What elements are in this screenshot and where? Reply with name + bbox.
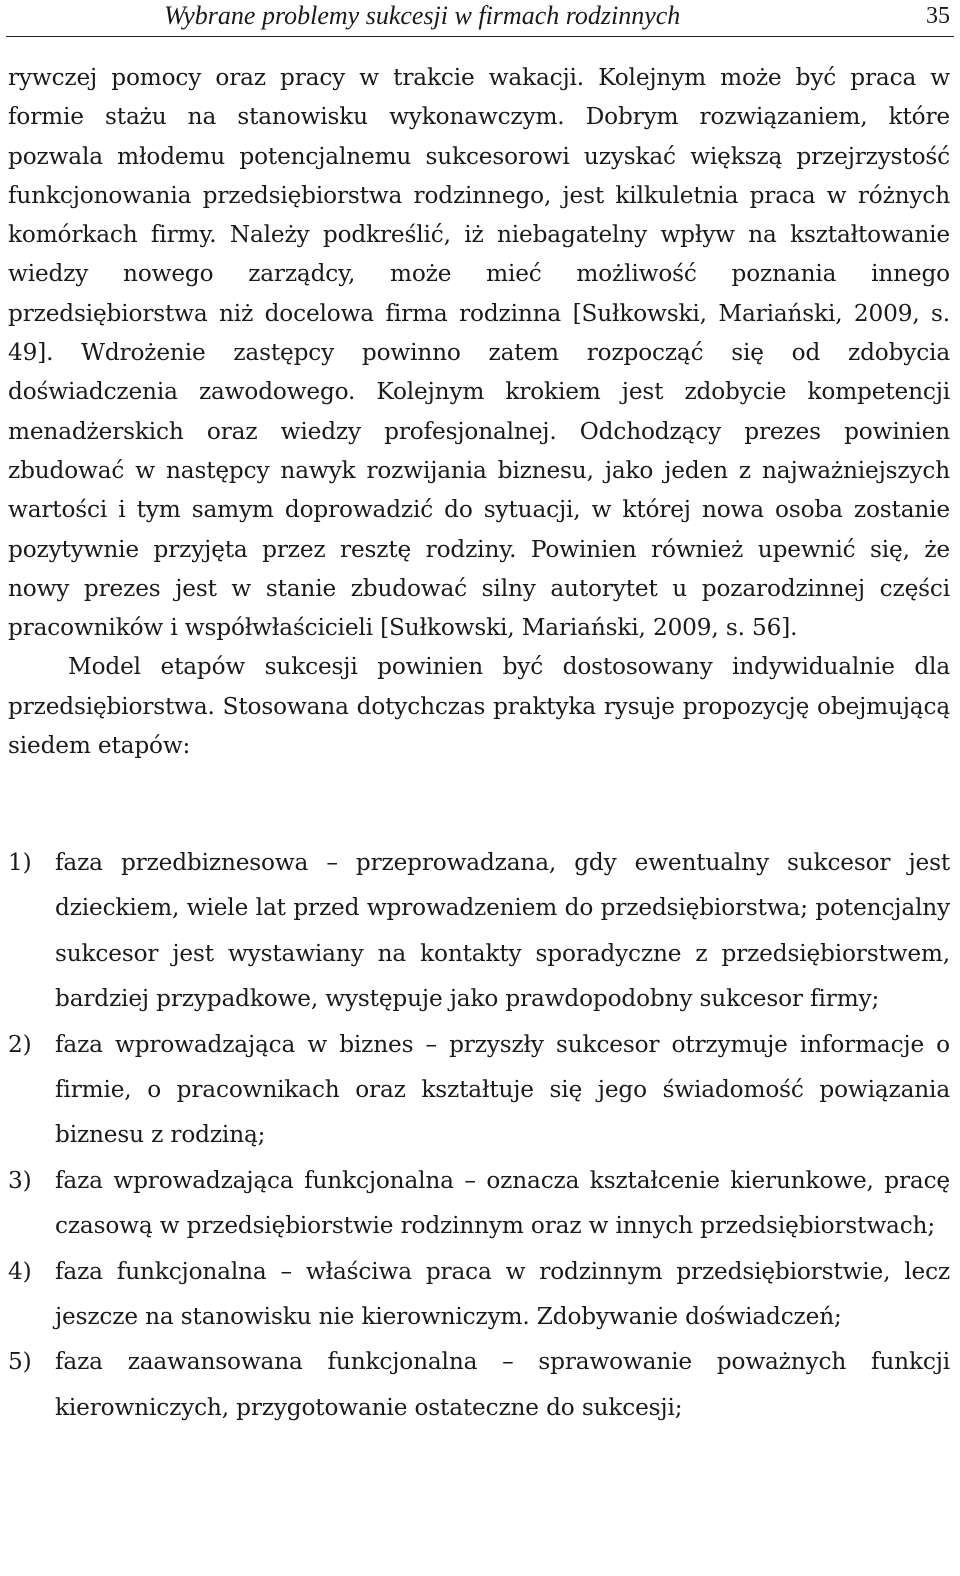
list-item-text: faza zaawansowana funkcjonalna – sprawowanie poważnych funkcji kierowniczych, przygotowanie ostateczne do sukcesji;: [55, 1348, 950, 1421]
list-item-text: faza funkcjonalna – właściwa praca w rodzinnym przedsiębiorstwie, lecz jeszcze na stanowisku nie kierowniczym. Zdobywanie doświadczeń;: [55, 1257, 950, 1331]
list-item-number: 2): [8, 1030, 32, 1058]
list-item: [8, 1158, 950, 1249]
list-item-text: faza wprowadzająca funkcjonalna – oznacza kształcenie kierunkowe, pracę czasową w przedsiębiorstwie rodzinnym oraz w innych przedsiębiorstwach;: [55, 1166, 950, 1240]
list-item-number: 5): [8, 1348, 32, 1376]
page-number: 35: [926, 3, 950, 29]
running-header: [6, 0, 954, 37]
list-item: [8, 1249, 950, 1340]
list-item-number: 1): [8, 849, 32, 876]
body-text: [8, 58, 950, 765]
list-item-number: 3): [8, 1166, 32, 1194]
list-item: [8, 1339, 950, 1430]
list-item-number: 4): [8, 1257, 32, 1285]
running-title: Wybrane problemy sukcesji w firmach rodzinnych: [164, 1, 681, 30]
list-item-text: faza przedbiznesowa – przeprowadzana, gdy ewentualny sukcesor jest dzieckiem, wiele lat przed wprowadzeniem do przedsiębiorstwa; potencjalny sukcesor jest wystawiany na kontakty sporadyczne z przedsiębiorstwem, bardziej przypadkowe, występuje jako prawdopodobny sukcesor firmy;: [55, 849, 950, 1013]
paragraph-continued: rywczej pomocy oraz pracy w trakcie wakacji. Kolejnym może być praca w formie stażu na stanowisku wykonawczym. Dobrym rozwiązaniem, które pozwala młodemu potencjalnemu sukcesorowi uzyskać większą przejrzystość funkcjonowania przedsiębiorstwa rodzinnego, jest kilkuletnia praca w różnych komórkach firmy. Należy podkreślić, iż niebagatelny wpływ na kształtowanie wiedzy nowego zarządcy, może mieć możliwość poznania innego przedsiębiorstwa niż docelowa firma rodzinna [Sułkowski, Mariański, 2009, s. 49]. Wdrożenie zastępcy powinno zatem rozpocząć się od zdobycia doświadczenia zawodowego. Kolejnym krokiem jest zdobycie kompetencji menadżerskich oraz wiedzy profesjonalnej. Odchodzący prezes powinien zbudować w następcy nawyk rozwijania biznesu, jako jeden z najważniejszych wartości i tym samym doprowadzić do sytuacji, w której nowa osoba zostanie pozytywnie przyjęta przez resztę rodziny. Powinien również upewnić się, że nowy prezes jest w stanie zbudować silny autorytet u pozarodzinnej części pracowników i współwłaścicieli [Sułkowski, Mariański, 2009, s. 56].: [8, 64, 950, 642]
paragraph-succession-model: Model etapów sukcesji powinien być dostosowany indywidualnie dla przedsiębiorstwa. Stosowana dotychczas praktyka rysuje propozycję obejmującą siedem etapów:: [8, 653, 950, 760]
list-item: [8, 840, 950, 1022]
succession-stages-list: [8, 840, 950, 1430]
list-item: [8, 1022, 950, 1158]
list-item-text: faza wprowadzająca w biznes – przyszły sukcesor otrzymuje informacje o firmie, o pracownikach oraz kształtuje się jego świadomość powiązania biznesu z rodziną;: [55, 1030, 950, 1149]
